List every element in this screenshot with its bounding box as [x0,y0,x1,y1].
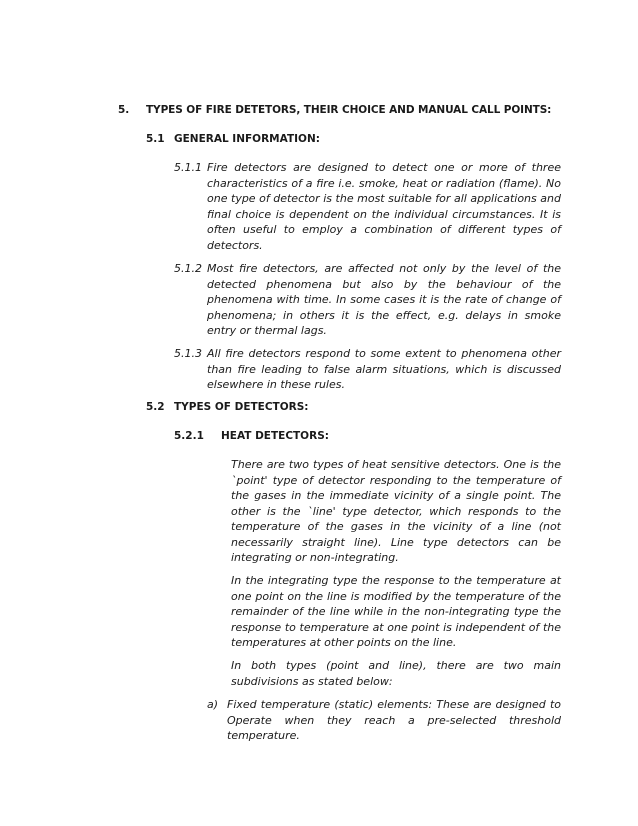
list-item-label-a: a) [207,698,219,711]
heat-detectors-paragraph-2: In the integrating type the response to the temperature at one point on the line is modified by the temperature of the remainder of the line while in the non-integrating type the response to temperature at one point is independent of the temperatures at other points on the line. [231,574,561,649]
clause-text-5-1-1: Fire detectors are designed to detect one or more of three characteristics of a fire i.e. smoke, heat or radiation (flame). No one type of detector is the most suitable for all applications and final choice is dependent on the individual circumstances. It is often useful to employ a combination of different types of detectors. [207,161,561,252]
clause-title-heat-detectors: HEAT DETECTORS: [221,430,329,442]
subsection-number-5-1: 5.1 [146,133,165,145]
subsection-title-types-of-detectors: TYPES OF DETECTORS: [174,401,309,413]
heat-detectors-paragraph-1: There are two types of heat sensitive detectors. One is the `point' type of detector responding to the temperature of the gases in the immediate vicinity of a single point. The other is the `line' type detector, which responds to the temperature of the gases in the vicinity of a line (not necessarily straight line). Line type detectors can be integrating or non-integrating. [231,458,561,564]
list-item-text-a: Fixed temperature (static) elements: These are designed to Operate when they reach a pre-selected threshold temperature. [227,698,561,742]
section-title: TYPES OF FIRE DETETORS, THEIR CHOICE AND MANUAL CALL POINTS: [146,104,552,116]
clause-text-5-1-3: All fire detectors respond to some extent to phenomena other than fire leading to false alarm situations, which is discussed elsewhere in these rules. [207,347,561,391]
subsection-title-general-information: GENERAL INFORMATION: [174,133,320,145]
clause-number-5-1-3: 5.1.3 [174,347,202,360]
clause-number-5-1-2: 5.1.2 [174,262,202,275]
clause-text-5-1-2: Most fire detectors, are affected not only by the level of the detected phenomena but also by the behaviour of the phenomena with time. In some cases it is the rate of change of phenomena; in others it is the effect, e.g. delays in smoke entry or thermal lags. [207,262,561,337]
section-number: 5. [118,104,130,116]
clause-number-5-1-1: 5.1.1 [174,161,202,174]
subsection-number-5-2: 5.2 [146,401,165,413]
heat-detectors-paragraph-3: In both types (point and line), there are two main subdivisions as stated below: [231,659,561,688]
clause-number-5-2-1: 5.2.1 [174,430,204,442]
